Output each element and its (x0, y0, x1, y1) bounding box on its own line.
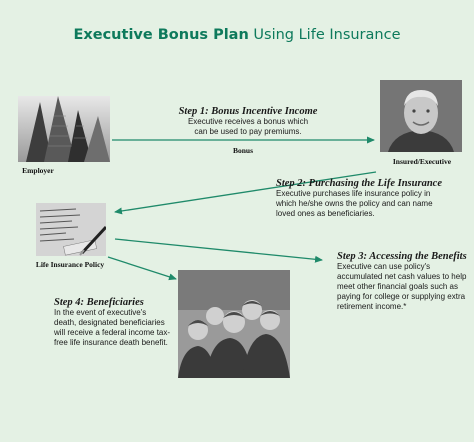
insured-label: Insured/Executive (392, 157, 452, 166)
title-rest: Using Life Insurance (248, 27, 401, 43)
arrow-policy-to-benefits (115, 239, 322, 260)
step-1-text: Executive receives a bonus which can be used to pay premiums. (187, 117, 309, 136)
step-3 (337, 251, 469, 312)
step-3-text: Executive can use policy's accumulated net cash values to help meet other financial goals such as paying for college or supplying extra retirement income.* (337, 262, 467, 311)
employer-label: Employer (22, 166, 54, 175)
arrow-policy-to-beneficiaries (108, 257, 176, 279)
step-4-title: Step 4: Beneficiaries (54, 297, 144, 308)
title-bold: Executive Bonus Plan (73, 27, 249, 43)
step-1-title: Step 1: Bonus Incentive Income (178, 106, 318, 117)
step-3-title: Step 3: Accessing the Benefits (337, 251, 467, 262)
step-2 (276, 178, 466, 219)
policy-photo (36, 203, 106, 256)
step-4 (54, 297, 178, 348)
step-1 (178, 106, 318, 137)
step-2-title: Step 2: Purchasing the Life Insurance (276, 178, 442, 189)
family-photo (178, 270, 290, 378)
bonus-label: Bonus (232, 146, 253, 155)
executive-photo (380, 80, 462, 152)
policy-label: Life Insurance Policy (35, 260, 105, 269)
employer-photo (18, 96, 110, 162)
step-2-text: Executive purchases life insurance policy in which he/she owns the policy and can name loved ones as beneficiaries. (276, 189, 433, 218)
step-4-text: In the event of executive's death, designated beneficiaries will receive a federal income tax- free life insurance death benefit. (54, 308, 171, 347)
